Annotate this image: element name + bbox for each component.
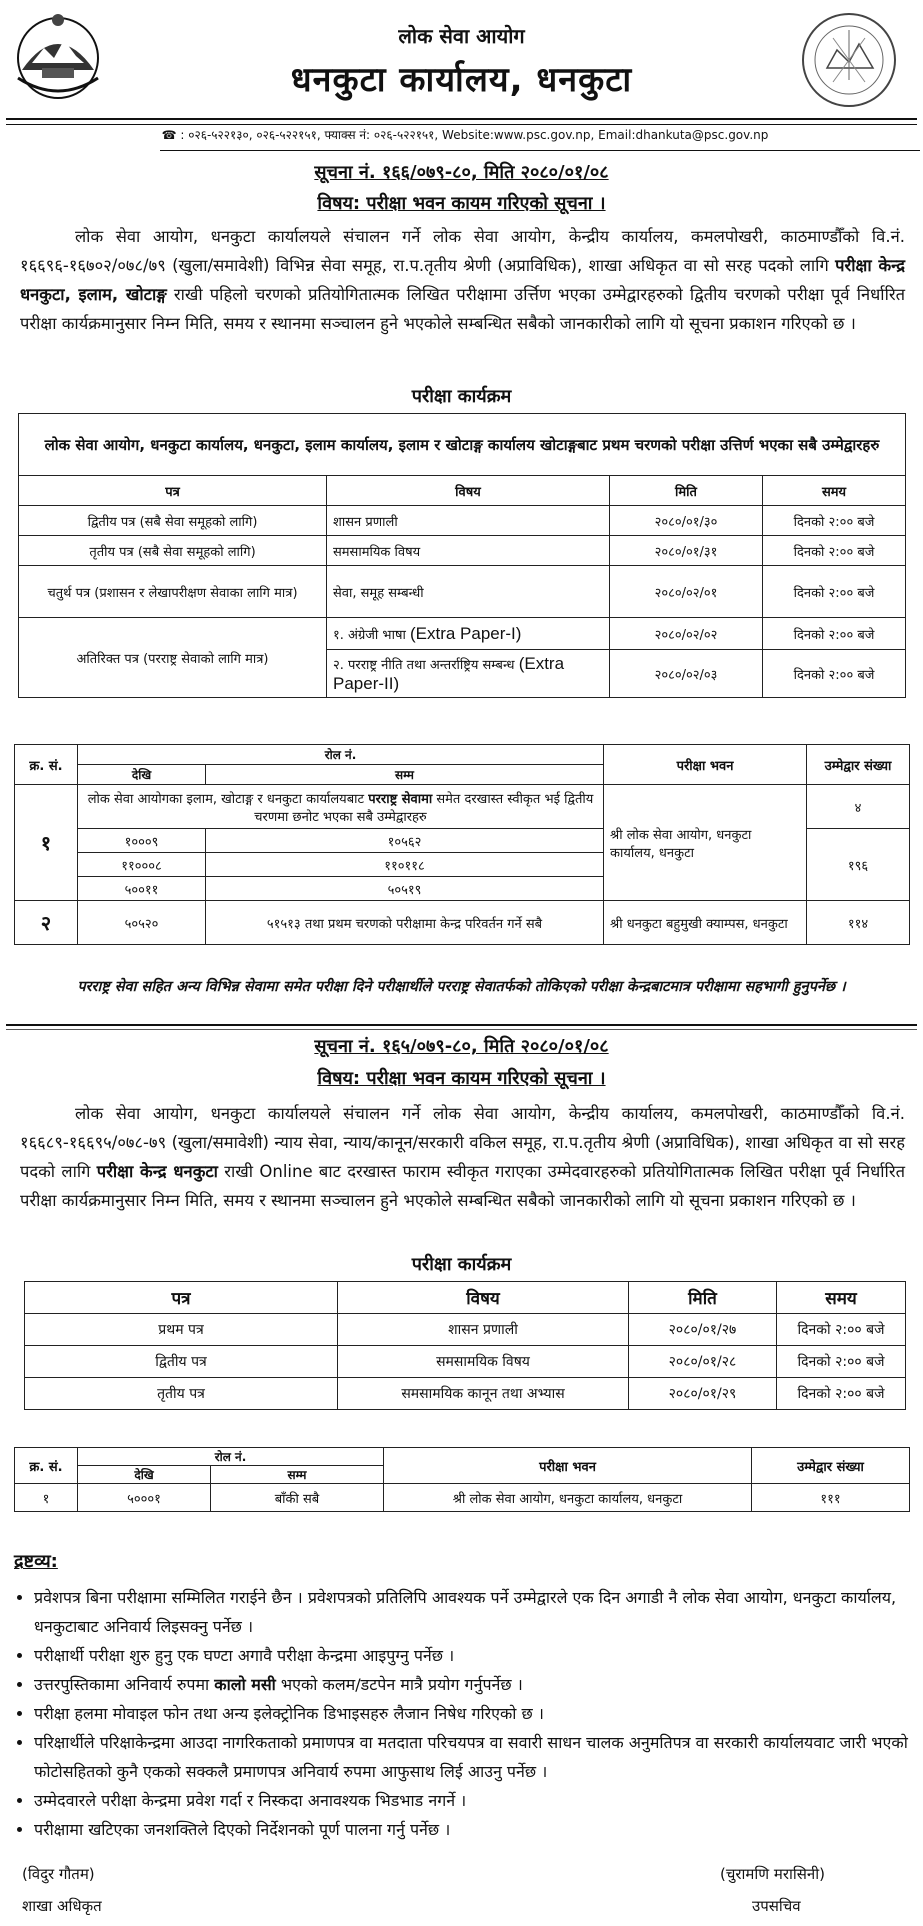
right-signatory-name: (चुरामणि मरासिनी) xyxy=(720,1865,825,1883)
subject-cell xyxy=(327,618,610,650)
sn-cell: २ xyxy=(15,901,78,945)
roll-from-cell: ५००११ xyxy=(78,877,206,901)
table-row xyxy=(15,1484,910,1512)
time-cell: दिनको २:०० बजे xyxy=(777,1314,906,1346)
notice1-venue-table xyxy=(14,744,910,945)
table-row xyxy=(19,536,906,566)
date-cell: २०८०/०२/०२ xyxy=(610,618,763,650)
table-row xyxy=(15,785,910,829)
table-row xyxy=(19,506,906,536)
contact-line: ☎ : ०२६-५२२१३०, ०२६-५२२१५१, फ्याक्स नं: ०२६-५२२१५१, Website:www.psc.gov.np, Email:dhankuta@psc.gov.np xyxy=(161,128,769,142)
table-row xyxy=(25,1314,906,1346)
section-divider xyxy=(6,1024,917,1030)
roll-to-cell: बाँकी सबै xyxy=(211,1484,384,1512)
time-cell: दिनको २:०० बजे xyxy=(777,1346,906,1378)
col-header-count: उम्मेद्वार संख्या xyxy=(752,1448,910,1484)
list-item: • उम्मेदवारले परीक्षा केन्द्रमा प्रवेश गर्दा र निस्कदा अनावश्यक भिडभाड नगर्ने । xyxy=(34,1786,923,1815)
notice2-subject: विषय: परीक्षा भवन कायम गरिएको सूचना । xyxy=(317,1068,606,1089)
paper-cell: द्वितीय पत्र xyxy=(25,1346,338,1378)
subject-cell xyxy=(327,650,610,698)
col-header-date: मिति xyxy=(629,1282,777,1314)
note3-post: भएको कलम/डटपेन मात्रै प्रयोग गर्नुपर्नेछ । xyxy=(280,1675,523,1694)
subject-cell: समसामयिक विषय xyxy=(327,536,610,566)
col-header-roll: रोल नं. xyxy=(78,1448,384,1466)
table-row xyxy=(19,618,906,650)
col-header-date: मिति xyxy=(610,476,763,506)
col-header-paper: पत्र xyxy=(25,1282,338,1314)
org-name: लोक सेवा आयोग xyxy=(398,24,525,48)
notice2-schedule-title: परीक्षा कार्यक्रम xyxy=(411,1254,512,1275)
col-header-venue: परीक्षा भवन xyxy=(384,1448,752,1484)
extra-subject-2-en: (Extra Paper-II) xyxy=(333,653,565,693)
sn-cell: १ xyxy=(15,785,78,901)
col-header-sn: क्र. सं. xyxy=(15,745,78,785)
paper-cell: द्वितीय पत्र (सबै सेवा समूहको लागि) xyxy=(19,506,327,536)
col-header-count: उम्मेद्वार संख्या xyxy=(807,745,910,785)
col-header-from: देखि xyxy=(78,1466,211,1484)
date-cell: २०८०/०१/३१ xyxy=(610,536,763,566)
notice2-venue-table xyxy=(14,1447,910,1512)
venue-note-cell xyxy=(78,785,604,829)
col-header-subject: विषय xyxy=(327,476,610,506)
notice2-body-bold: परीक्षा केन्द्र धनकुटा xyxy=(96,1162,218,1181)
col-header-venue: परीक्षा भवन xyxy=(604,745,807,785)
office-name: धनकुटा कार्यालय, धनकुटा xyxy=(290,60,633,100)
count-cell: १११ xyxy=(752,1484,910,1512)
col-header-subject: विषय xyxy=(338,1282,629,1314)
table-row xyxy=(15,901,910,945)
list-item: • परीक्षार्थी परीक्षा शुरु हुनु एक घण्टा अगावै परीक्षा केन्द्रमा आइपुग्नु पर्नेछ । xyxy=(34,1641,923,1670)
date-cell: २०८०/०१/२७ xyxy=(629,1314,777,1346)
time-cell: दिनको २:०० बजे xyxy=(763,536,906,566)
notes-title: द्रष्टव्य: xyxy=(14,1551,58,1572)
col-header-to: सम्म xyxy=(211,1466,384,1484)
list-item: • परिक्षार्थीले परिक्षाकेन्द्रमा आउदा नागरिकताको प्रमाणपत्र वा मतदाता परिचयपत्र वा सवारी साधन चालक अनुमतिपत्र वा सरकारी कार्यालयवाट जारी भएको फोटोसहितको कुनै एकको सक्कलै प्रमाणपत्र अनिवार्य रुपमा आफुसाथ लिई आउनु पर्नेछ । xyxy=(34,1728,923,1786)
note3-pre: उत्तरपुस्तिकामा अनिवार्य रुपमा xyxy=(34,1675,210,1694)
count-cell: १९६ xyxy=(807,829,910,901)
time-cell: दिनको २:०० बजे xyxy=(763,618,906,650)
paper-cell: तृतीय पत्र (सबै सेवा समूहको लागि) xyxy=(19,536,327,566)
subject-cell: शासन प्रणाली xyxy=(338,1314,629,1346)
list-item: • प्रवेशपत्र बिना परीक्षामा सम्मिलित गराईने छैन । प्रवेशपत्रको प्रतिलिपि आवश्यक पर्ने उम्मेद्वारले एक दिन अगाडी नै लोक सेवा आयोग, धनकुटा कार्यालय, धनकुटाबाट अनिवार्य लिइसक्नु पर्नेछ । xyxy=(34,1583,923,1641)
roll-from-cell: ५०५२० xyxy=(78,901,206,945)
venue-cell: श्री लोक सेवा आयोग, धनकुटा कार्यालय, धनकुटा xyxy=(604,785,807,901)
col-header-from: देखि xyxy=(78,765,206,785)
list-item: • परीक्षामा खटिएका जनशक्तिले दिएको निर्देशनको पूर्ण पालना गर्नु पर्नेछ । xyxy=(34,1815,923,1844)
left-signatory-title: शाखा अधिकृत xyxy=(22,1897,102,1915)
list-item xyxy=(34,1670,923,1699)
date-cell: २०८०/०२/०१ xyxy=(610,566,763,618)
roll-from-cell: ११०००८ xyxy=(78,853,206,877)
notice1-body xyxy=(20,222,905,338)
col-header-to: सम्म xyxy=(206,765,604,785)
notice2-body xyxy=(20,1099,905,1215)
sn-cell: १ xyxy=(15,1484,78,1512)
list-item: • परीक्षा हलमा मोवाइल फोन तथा अन्य इलेक्ट्रोनिक डिभाइसहरु लैजान निषेध गरिएको छ । xyxy=(34,1699,923,1728)
paper-cell: तृतीय पत्र xyxy=(25,1378,338,1410)
time-cell: दिनको २:०० बजे xyxy=(763,506,906,536)
table-row xyxy=(25,1346,906,1378)
roll-from-cell: ५०००१ xyxy=(78,1484,211,1512)
date-cell: २०८०/०२/०३ xyxy=(610,650,763,698)
psc-seal-icon xyxy=(797,10,901,110)
date-cell: २०८०/०१/२८ xyxy=(629,1346,777,1378)
count-cell: ११४ xyxy=(807,901,910,945)
time-cell: दिनको २:०० बजे xyxy=(763,566,906,618)
count-cell: ४ xyxy=(807,785,910,829)
schedule-caption: लोक सेवा आयोग, धनकुटा कार्यालय, धनकुटा, इलाम कार्यालय, इलाम र खोटाङ्ग कार्यालय खोटाङ्गबाट प्रथम चरणको परीक्षा उत्तिर्ण भएका सबै उम्मेद्वारहरु xyxy=(19,414,906,476)
notes-list xyxy=(14,1583,923,1844)
notice1-body-post: राखी पहिलो चरणको प्रतियोगितात्मक लिखित परीक्षामा उर्त्तिण भएका उम्मेद्वारहरुको द्वितीय चरणको परीक्षा पूर्व निर्धारित परीक्षा कार्यक्रमानुसार निम्न मिति, समय र स्थानमा सञ्चालन हुने भएकोले सम्बन्धित सबैको जानकारीको लागि यो सूचना प्रकाशन गरिएको छ । xyxy=(20,285,905,333)
venue-cell: श्री लोक सेवा आयोग, धनकुटा कार्यालय, धनकुटा xyxy=(384,1484,752,1512)
venue-note-bold: परराष्ट्र सेवामा xyxy=(368,791,433,807)
notice2-schedule-table xyxy=(24,1281,906,1410)
roll-to-cell: १०५६२ xyxy=(206,829,604,853)
notice2-body-post: राखी Online बाट दरखास्त फाराम स्वीकृत गराएका उम्मेदवारहरुको प्रतियोगितात्मक लिखित परीक्षा पूर्व निर्धारित परीक्षा कार्यक्रमानुसार निम्न मिति, समय र स्थानमा सञ्चालन हुने भएकोले सम्बन्धित सबैको जानकारीको लागि यो सूचना प्रकाशन गरिएको छ । xyxy=(20,1162,905,1210)
table-row xyxy=(25,1378,906,1410)
venue-note-pre: लोक सेवा आयोगका इलाम, खोटाङ्ग र धनकुटा कार्यालयबाट xyxy=(87,791,365,807)
venue-cell: श्री धनकुटा बहुमुखी क्याम्पस, धनकुटा xyxy=(604,901,807,945)
time-cell: दिनको २:०० बजे xyxy=(777,1378,906,1410)
col-header-time: समय xyxy=(777,1282,906,1314)
extra-subject-1-en: (Extra Paper-I) xyxy=(409,623,522,643)
extra-subject-2: २. परराष्ट्र नीति तथा अन्तर्राष्ट्रिय सम्बन्ध xyxy=(333,657,515,673)
col-header-sn: क्र. सं. xyxy=(15,1448,78,1484)
extra-subject-1: १. अंग्रेजी भाषा xyxy=(333,627,406,643)
notice2-body-pre: लोक सेवा आयोग, धनकुटा कार्यालयले संचालन गर्ने लोक सेवा आयोग, केन्द्रीय कार्यालय, कमलपोखरी, काठमाण्डौँको वि.नं. १६६८९-१६६९५/०७८-७९ (खुला/समावेशी) न्याय सेवा, न्याय/कानून/सरकारी वकिल समूह, रा.प.तृतीय श्रेणी (अप्राविधिक), शाखा अधिकृत वा सो सरह पदको लागि xyxy=(20,1104,905,1181)
notice1-body-bold: परीक्षा केन्द्र धनकुटा, इलाम, खोटाङ्ग xyxy=(20,256,905,304)
roll-to-cell: ११०११८ xyxy=(206,853,604,877)
header-rule xyxy=(6,118,917,125)
notice1-schedule-title: परीक्षा कार्यक्रम xyxy=(411,386,512,407)
col-header-roll: रोल नं. xyxy=(78,745,604,765)
notice1-subject: विषय: परीक्षा भवन कायम गरिएको सूचना । xyxy=(317,193,606,214)
roll-to-cell: ५०५१९ xyxy=(206,877,604,901)
note3-bold: कालो मसी xyxy=(214,1675,276,1694)
time-cell: दिनको २:०० बजे xyxy=(763,650,906,698)
table-row xyxy=(19,566,906,618)
date-cell: २०८०/०१/२९ xyxy=(629,1378,777,1410)
venue-note-post: समेत दरखास्त स्वीकृत भई द्वितीय चरणमा छनोट भएका सबै उम्मेद्वारहरु xyxy=(254,791,594,825)
paper-cell: प्रथम पत्र xyxy=(25,1314,338,1346)
subject-cell: सेवा, समूह सम्बन्धी xyxy=(327,566,610,618)
col-header-paper: पत्र xyxy=(19,476,327,506)
right-signatory-title: उपसचिव xyxy=(752,1897,801,1915)
col-header-time: समय xyxy=(763,476,906,506)
nepal-emblem-icon xyxy=(12,8,104,106)
notice1-body-pre: लोक सेवा आयोग, धनकुटा कार्यालयले संचालन गर्ने लोक सेवा आयोग, केन्द्रीय कार्यालय, कमलपोखरी, काठमाण्डौँको वि.नं. १६६९६-१६७०२/०७८/७९ (खुला/समावेशी) विभिन्न सेवा समूह, रा.प.तृतीय श्रेणी (अप्राविधिक), शाखा अधिकृत वा सो सरह पदको लागि xyxy=(20,227,905,275)
subject-cell: समसामयिक विषय xyxy=(338,1346,629,1378)
contact-rule xyxy=(160,150,920,151)
notice1-warning: परराष्ट्र सेवा सहित अन्य विभिन्न सेवामा समेत परीक्षा दिने परीक्षार्थीले परराष्ट्र सेवातर्फको तोकिएको परीक्षा केन्द्रबाटमात्र परीक्षामा सहभागी हुनुपर्नेछ । xyxy=(77,979,846,995)
subject-cell: शासन प्रणाली xyxy=(327,506,610,536)
extra-paper-cell: अतिरिक्त पत्र (परराष्ट्र सेवाको लागि मात्र) xyxy=(19,618,327,698)
date-cell: २०८०/०१/३० xyxy=(610,506,763,536)
notice1-number: सूचना नं. १६६/०७९-८०, मिति २०८०/०१/०८ xyxy=(314,162,609,183)
left-signatory-name: (विदुर गौतम) xyxy=(22,1865,95,1883)
roll-to-cell: ५१५१३ तथा प्रथम चरणको परीक्षामा केन्द्र परिवर्तन गर्ने सबै xyxy=(206,901,604,945)
roll-from-cell: १०००९ xyxy=(78,829,206,853)
paper-cell: चतुर्थ पत्र (प्रशासन र लेखापरीक्षण सेवाका लागि मात्र) xyxy=(19,566,327,618)
notice2-number: सूचना नं. १६५/०७९-८०, मिति २०८०/०१/०८ xyxy=(314,1036,609,1057)
notice1-schedule-table xyxy=(18,413,906,698)
subject-cell: समसामयिक कानून तथा अभ्यास xyxy=(338,1378,629,1410)
